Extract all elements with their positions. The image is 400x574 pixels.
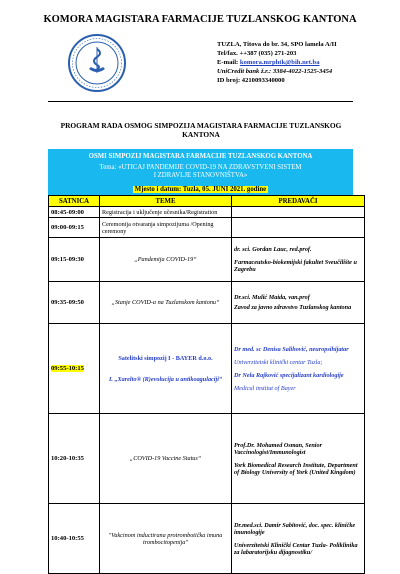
row-time-highlight: 09:55-10:15 [51, 365, 84, 372]
telfax: Tel/fax. ++387 (035) 271-203 [217, 50, 297, 57]
email-link[interactable]: komora.mrphtk@bih.net.ba [239, 59, 320, 66]
row-time: 10:40-10:55 [49, 504, 100, 574]
row-speaker [232, 324, 365, 414]
email-label: E-mail: [217, 59, 240, 66]
row-speaker [232, 504, 365, 574]
satellite-title: Satelitski simpozij I - BAYER d.o.o. [118, 354, 213, 362]
table-row [49, 324, 365, 414]
id-number: ID broj: 4210093340000 [217, 77, 285, 84]
row-topic: "Vakcinom inductirana protrombotička imuna trombocitopenija" [100, 504, 232, 574]
chamber-logo [67, 33, 127, 93]
table-row [49, 414, 365, 504]
speaker-name: Prof.Dr. Mohamed Osman, Senior Vaccinologist/Immunologist [234, 441, 323, 456]
banner-theme-cont: I ZDRAVLJE STANOVNIŠTVA» [153, 172, 248, 179]
row-topic: „Pandemija COVID-19“ [100, 238, 232, 282]
email-line [217, 58, 337, 67]
row-speaker [232, 414, 365, 504]
speaker-affiliation: Univerzitetski Klinički Centar Tuzla- Poliklinika za labaratorijsku dijagnostiku/ [234, 541, 358, 556]
row-topic [100, 324, 232, 414]
row-topic: Ceremonija otvaranja simpozijuma /Opening ceremony [100, 218, 232, 238]
program-title: PROGRAM RADA OSMOG SIMPOZIJA MAGISTARA FARMACIJE TUZLANSKOG KANTONA [60, 121, 342, 139]
speaker-affiliation-2: Medical institut of Bayer [234, 384, 296, 392]
row-time: 09:15-09:30 [49, 238, 100, 282]
row-topic: Registracija i uključenje učesnika/Registration [100, 207, 232, 218]
date-row [48, 186, 353, 195]
col-time-header: SATNICA [49, 196, 100, 207]
speaker-name-2: Dr Nela Rajković specijalizant kardiologije [234, 371, 344, 379]
table-row [49, 238, 365, 282]
speaker-name: dr. sci. Gordan Lauc, red.prof. [234, 246, 312, 253]
address: TUZLA, Titova do br. 34, SPO lamela A/II [217, 41, 337, 48]
schedule-table [48, 195, 365, 574]
row-time [49, 324, 100, 414]
table-row [49, 207, 365, 218]
row-time: 09:35-09:50 [49, 282, 100, 324]
speaker-affiliation: Zavod za javno zdravstvo Tuzlanskog kantona [234, 304, 352, 311]
org-name: KOMORA MAGISTARA FARMACIJE TUZLANSKOG KANTONA [43, 14, 357, 25]
speaker-affiliation: Farmaceutsko-biokemijski fakultet Sveučilište u Zagrebu [234, 259, 357, 273]
speaker-name: Dr med. sc Denisa Salihović, neuropsihijatar [234, 345, 349, 353]
row-topic: „Stanje COVID-a na Tuzlanskom kantonu“ [100, 282, 232, 324]
speaker-name: Dr.med.sci. Damir Sabitović, doc. spec. kliničke imunologije [234, 521, 356, 536]
speaker-name: Dr.sci. Mulić Maida, van.prof [234, 294, 310, 301]
speaker-affiliation: York Biomedical Research Institute, Department of Biology University of York (United Kingdom) [234, 461, 358, 476]
table-row [49, 218, 365, 238]
col-topic-header: TEME [100, 196, 232, 207]
table-header-row [49, 196, 365, 207]
row-speaker [232, 218, 365, 238]
banner-title: OSMI SIMPOZIJ MAGISTARA FARMACIJE TUZLANSKOG KANTONA [88, 153, 313, 160]
row-time: 10:20-10:35 [49, 414, 100, 504]
row-time: 08:45-09:00 [49, 207, 100, 218]
row-speaker [232, 207, 365, 218]
row-speaker [232, 282, 365, 324]
header-divider [48, 101, 353, 102]
satellite-lecture: I. „Xarelto® (R)evolucija u antikoagulaciji“ [108, 375, 223, 383]
table-row [49, 504, 365, 574]
contact-block [217, 40, 337, 85]
table-row [49, 282, 365, 324]
col-speaker-header: PREDAVAČI [232, 196, 365, 207]
banner-theme: Tema: «UTICAJ PANDEMIJE COVID-19 NA ZDRAVSTVENI SISTEM [99, 163, 302, 171]
row-topic: „COVID-19 Vaccine Status“ [100, 414, 232, 504]
row-time: 09:00-09:15 [49, 218, 100, 238]
row-speaker [232, 238, 365, 282]
speaker-affiliation: Univerzitetski klinički centar Tuzla; [234, 358, 323, 366]
bank-account: UniCredit bank ž.r.: 3384-4022-1525-3454 [217, 68, 333, 75]
event-date: Mjesto i datum: Tuzla, 05. JUNI 2021. godine [134, 186, 267, 193]
